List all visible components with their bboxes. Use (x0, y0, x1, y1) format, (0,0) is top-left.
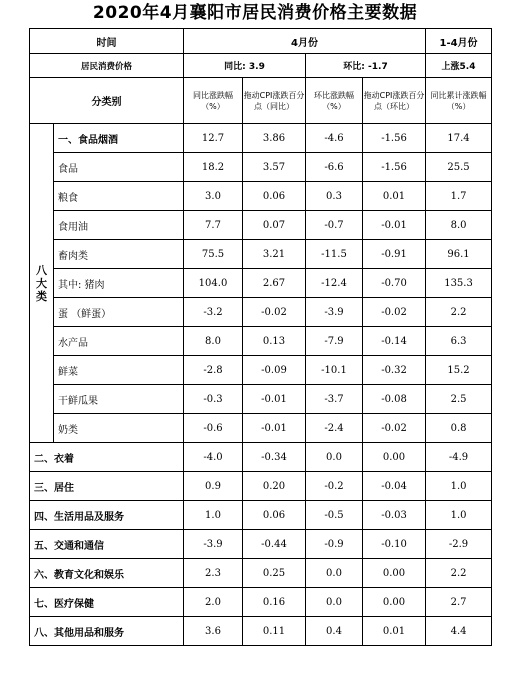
yoy-pts-cell: 0.13 (243, 327, 306, 356)
yoy-cell: 0.9 (184, 472, 243, 501)
yoy-pts-cell: -0.34 (243, 443, 306, 472)
mom-cell: 0.0 (306, 443, 363, 472)
header-row-columns (30, 78, 492, 124)
mom-cell: -0.2 (306, 472, 363, 501)
mom-cell: -4.6 (306, 124, 363, 153)
mom-pts-cell: 0.01 (363, 617, 426, 646)
col-yoy-pts-header: 拖动CPI涨跌百分点（同比） (243, 78, 306, 124)
table-row (30, 559, 492, 588)
mom-pts-cell: -0.01 (363, 211, 426, 240)
table-row (30, 298, 492, 327)
ytd-cell: 135.3 (426, 269, 492, 298)
col-ytd-header: 同比累计涨跌幅（%） (426, 78, 492, 124)
row-category-name: 六、教育文化和娱乐 (30, 559, 184, 588)
table-row (30, 472, 492, 501)
mom-cell: 0.0 (306, 559, 363, 588)
time-header: 时间 (30, 29, 184, 54)
yoy-cell: 12.7 (184, 124, 243, 153)
yoy-pts-cell: -0.01 (243, 385, 306, 414)
row-category-name: 三、居住 (30, 472, 184, 501)
mom-cell: 0.4 (306, 617, 363, 646)
row-category-name: 食品 (54, 153, 184, 182)
mom-cell: -0.5 (306, 501, 363, 530)
ytd-cell: 0.8 (426, 414, 492, 443)
table-row (30, 385, 492, 414)
yoy-cell: -3.2 (184, 298, 243, 327)
table-row (30, 414, 492, 443)
table-row (30, 617, 492, 646)
mom-cell: -0.7 (306, 211, 363, 240)
table-row (30, 211, 492, 240)
row-category-name: 二、衣着 (30, 443, 184, 472)
header-row-cpi (30, 54, 492, 78)
mom-cell: -2.4 (306, 414, 363, 443)
ytd-cell: -4.9 (426, 443, 492, 472)
row-category-name: 蛋 （鲜蛋） (54, 298, 184, 327)
yoy-cell: -3.9 (184, 530, 243, 559)
yoy-cell: 2.3 (184, 559, 243, 588)
table-row (30, 182, 492, 211)
row-category-name: 五、交通和通信 (30, 530, 184, 559)
yoy-pts-cell: -0.01 (243, 414, 306, 443)
yoy-cell: -2.8 (184, 356, 243, 385)
yoy-cell: 18.2 (184, 153, 243, 182)
group-label-char: 类 (36, 289, 47, 303)
yoy-pts-cell: 0.16 (243, 588, 306, 617)
yoy-cell: 75.5 (184, 240, 243, 269)
mom-cell: 0.0 (306, 588, 363, 617)
yoy-cell: 2.0 (184, 588, 243, 617)
ytd-cell: 1.0 (426, 472, 492, 501)
mom-pts-cell: -0.02 (363, 298, 426, 327)
mom-pts-cell: 0.00 (363, 588, 426, 617)
yoy-cell: 104.0 (184, 269, 243, 298)
ytd-cell: 2.5 (426, 385, 492, 414)
yoy-pts-cell: 0.11 (243, 617, 306, 646)
mom-pts-cell: -1.56 (363, 153, 426, 182)
yoy-cell: 3.0 (184, 182, 243, 211)
row-category-name: 七、医疗保健 (30, 588, 184, 617)
yoy-pts-cell: 0.07 (243, 211, 306, 240)
cpi-data-table (29, 28, 492, 646)
mom-pts-cell: -1.56 (363, 124, 426, 153)
table-row (30, 530, 492, 559)
yoy-pts-cell: -0.02 (243, 298, 306, 327)
table-row (30, 501, 492, 530)
group-label-eight-categories (30, 124, 54, 443)
ytd-cell: 2.2 (426, 298, 492, 327)
ytd-cell: 96.1 (426, 240, 492, 269)
yoy-pts-cell: 0.06 (243, 501, 306, 530)
group-label-char: 八 (36, 263, 47, 277)
row-category-name: 八、其他用品和服务 (30, 617, 184, 646)
yoy-pts-cell: 2.67 (243, 269, 306, 298)
mom-pts-cell: -0.10 (363, 530, 426, 559)
mom-cell: -6.6 (306, 153, 363, 182)
month-header: 4月份 (184, 29, 426, 54)
table-row (30, 124, 492, 153)
mom-pts-cell: 0.00 (363, 559, 426, 588)
yoy-pts-cell: 3.21 (243, 240, 306, 269)
yoy-cell: -4.0 (184, 443, 243, 472)
group-label-char: 大 (36, 276, 47, 290)
yoy-pts-cell: -0.44 (243, 530, 306, 559)
mom-cell: -0.9 (306, 530, 363, 559)
ytd-cell: 25.5 (426, 153, 492, 182)
yoy-cell: 8.0 (184, 327, 243, 356)
ytd-cell: 17.4 (426, 124, 492, 153)
mom-pts-cell: -0.08 (363, 385, 426, 414)
yoy-cell: 7.7 (184, 211, 243, 240)
yoy-pts-cell: 0.06 (243, 182, 306, 211)
mom-pts-cell: -0.70 (363, 269, 426, 298)
table-row (30, 153, 492, 182)
ytd-cell: 1.7 (426, 182, 492, 211)
mom-cell: -7.9 (306, 327, 363, 356)
mom-cell: -11.5 (306, 240, 363, 269)
yoy-pts-cell: 0.20 (243, 472, 306, 501)
row-category-name: 干鲜瓜果 (54, 385, 184, 414)
table-row (30, 588, 492, 617)
row-category-name: 鲜菜 (54, 356, 184, 385)
row-category-name: 四、生活用品及服务 (30, 501, 184, 530)
period-header: 1-4月份 (426, 29, 492, 54)
yoy-cell: 1.0 (184, 501, 243, 530)
table-row (30, 240, 492, 269)
page-title: 2020年4月襄阳市居民消费价格主要数据 (92, 3, 418, 23)
table-row (30, 443, 492, 472)
mom-pts-cell: -0.03 (363, 501, 426, 530)
yoy-pts-cell: 3.57 (243, 153, 306, 182)
ytd-cell: 8.0 (426, 211, 492, 240)
col-mom-header: 环比涨跌幅（%） (306, 78, 363, 124)
mom-cell: -3.7 (306, 385, 363, 414)
mom-pts-cell: -0.32 (363, 356, 426, 385)
ytd-cell: 6.3 (426, 327, 492, 356)
ytd-cell: 2.7 (426, 588, 492, 617)
mom-cell: 0.3 (306, 182, 363, 211)
header-row-time (30, 29, 492, 54)
table-row (30, 356, 492, 385)
cpi-header: 居民消费价格 (30, 54, 184, 78)
ytd-cell: -2.9 (426, 530, 492, 559)
mom-pts-cell: 0.00 (363, 443, 426, 472)
col-mom-pts-header: 拖动CPI涨跌百分点（环比） (363, 78, 426, 124)
ytd-total: 上涨5.4 (426, 54, 492, 78)
row-category-name: 水产品 (54, 327, 184, 356)
yoy-pts-cell: 0.25 (243, 559, 306, 588)
ytd-cell: 1.0 (426, 501, 492, 530)
mom-cell: -10.1 (306, 356, 363, 385)
category-header: 分类别 (30, 78, 184, 124)
row-category-name: 食用油 (54, 211, 184, 240)
mom-cell: -3.9 (306, 298, 363, 327)
yoy-cell: -0.3 (184, 385, 243, 414)
mom-pts-cell: -0.91 (363, 240, 426, 269)
yoy-cell: 3.6 (184, 617, 243, 646)
row-category-name: 畜肉类 (54, 240, 184, 269)
col-yoy-header: 同比涨跌幅（%） (184, 78, 243, 124)
mom-pts-cell: -0.02 (363, 414, 426, 443)
yoy-pts-cell: -0.09 (243, 356, 306, 385)
row-category-name: 奶类 (54, 414, 184, 443)
mom-pts-cell: -0.14 (363, 327, 426, 356)
row-category-name: 其中: 猪肉 (54, 269, 184, 298)
yoy-total: 同比: 3.9 (184, 54, 306, 78)
mom-pts-cell: 0.01 (363, 182, 426, 211)
mom-total: 环比: -1.7 (306, 54, 426, 78)
yoy-pts-cell: 3.86 (243, 124, 306, 153)
ytd-cell: 15.2 (426, 356, 492, 385)
mom-cell: -12.4 (306, 269, 363, 298)
mom-pts-cell: -0.04 (363, 472, 426, 501)
row-category-name: 一、食品烟酒 (54, 124, 184, 153)
yoy-cell: -0.6 (184, 414, 243, 443)
row-category-name: 粮食 (54, 182, 184, 211)
table-row (30, 327, 492, 356)
ytd-cell: 4.4 (426, 617, 492, 646)
table-row (30, 269, 492, 298)
ytd-cell: 2.2 (426, 559, 492, 588)
